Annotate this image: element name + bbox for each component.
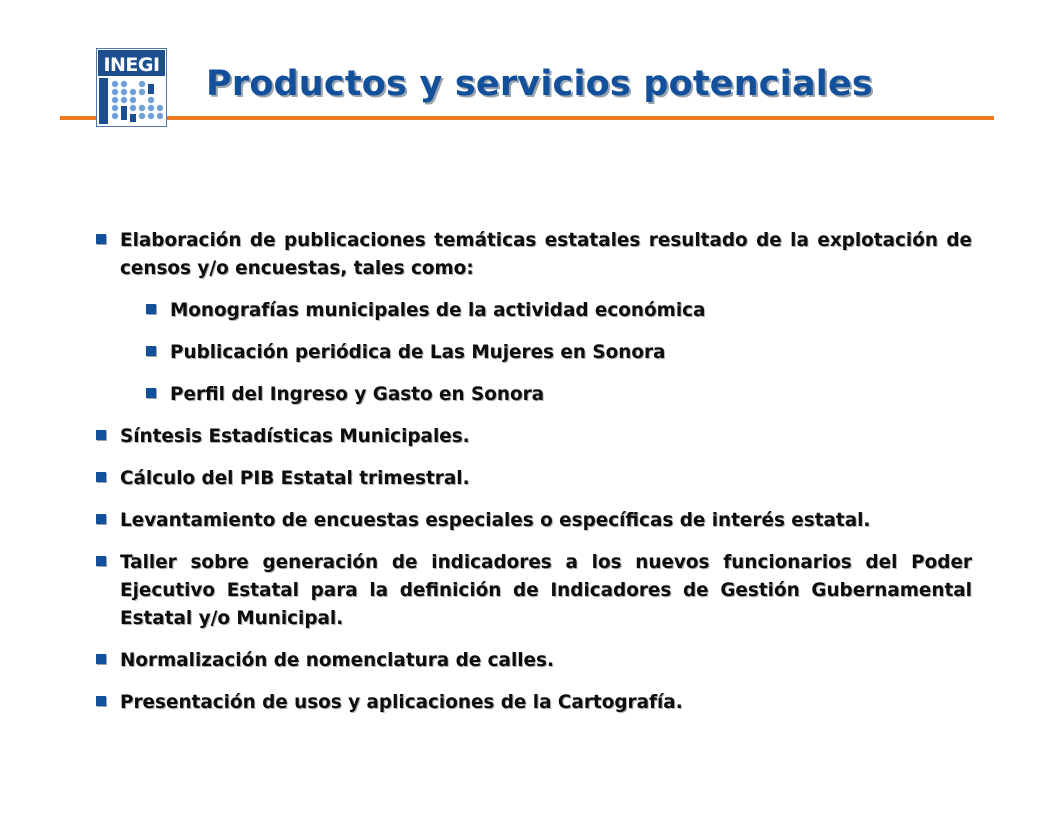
inegi-logo [96, 48, 167, 127]
square-bullet-icon [96, 234, 106, 244]
list-item-text: Taller sobre generación de indicadores a los nuevos funcionarios del Poder Ejecutivo Estatal para la definición de Indicadores de Gestión Gubernamental Estatal y/o Municipal. [120, 552, 972, 629]
list-item-text: Cálculo del PIB Estatal trimestral. [120, 468, 470, 489]
list-item-text: Perfil del Ingreso y Gasto en Sonora [170, 384, 545, 405]
square-bullet-icon [96, 654, 106, 664]
inegi-logo-icon [96, 48, 167, 127]
list-item [96, 689, 972, 717]
square-bullet-icon [146, 388, 156, 398]
list-item-text: Publicación periódica de Las Mujeres en Sonora [170, 342, 666, 363]
square-bullet-icon [96, 514, 106, 524]
list-item-text: Normalización de nomenclatura de calles. [120, 650, 554, 671]
list-item-text: Elaboración de publicaciones temáticas estatales resultado de la explotación de censos y/o encuestas, tales como: [120, 230, 972, 279]
header-rule [60, 116, 994, 120]
list-item [96, 227, 972, 283]
list-item [96, 549, 972, 633]
list-item [96, 647, 972, 675]
sub-list-item [146, 297, 972, 325]
square-bullet-icon [96, 696, 106, 706]
list-item [96, 423, 972, 451]
list-item-text: Levantamiento de encuestas especiales o específicas de interés estatal. [120, 510, 871, 531]
page-title: Productos y servicios potenciales [206, 64, 873, 104]
square-bullet-icon [96, 472, 106, 482]
square-bullet-icon [96, 556, 106, 566]
sub-list-item [146, 381, 972, 409]
square-bullet-icon [146, 346, 156, 356]
list-item-text: Monografías municipales de la actividad económica [170, 300, 706, 321]
list-item [96, 465, 972, 493]
list-item-text: Presentación de usos y aplicaciones de la Cartografía. [120, 692, 683, 713]
sub-list-item [146, 339, 972, 367]
square-bullet-icon [96, 430, 106, 440]
logo-text: INEGI [103, 54, 160, 76]
list-item [96, 507, 972, 535]
list-item-text: Síntesis Estadísticas Municipales. [120, 426, 470, 447]
bullet-list [96, 227, 972, 731]
square-bullet-icon [146, 304, 156, 314]
